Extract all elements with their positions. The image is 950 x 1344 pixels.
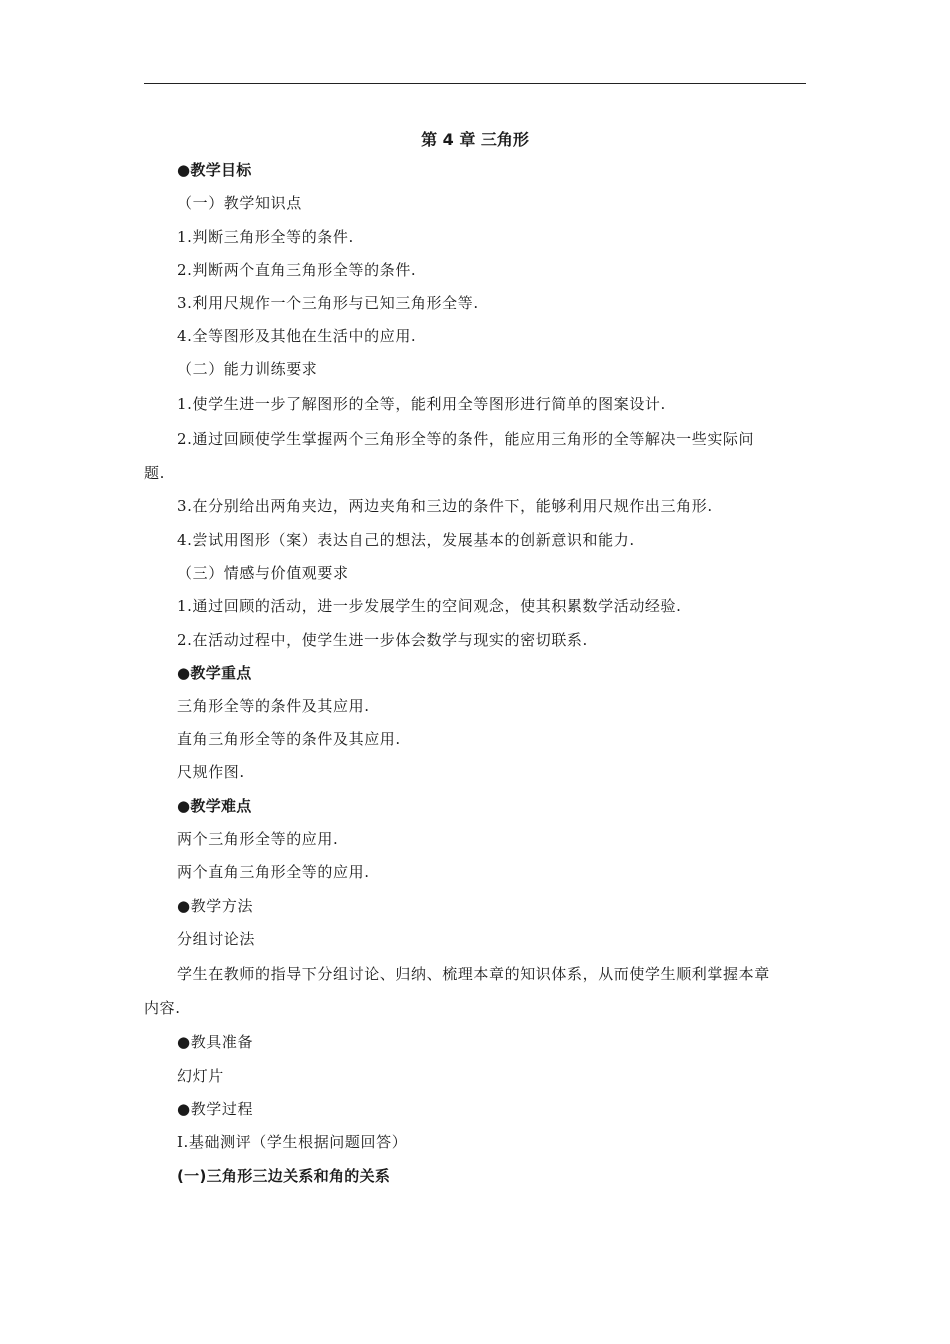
paragraph: 3.利用尺规作一个三角形与已知三角形全等. [177,294,479,312]
paragraph: 1.通过回顾的活动，进一步发展学生的空间观念，使其积累数学活动经验. [177,597,682,615]
paragraph: 4.尝试用图形（案）表达自己的想法，发展基本的创新意识和能力. [177,531,635,549]
paragraph: 两个三角形全等的应用. [177,830,339,848]
paragraph: 学生在教师的指导下分组讨论、归纳、梳理本章的知识体系，从而使学生顺利掌握本章 [177,965,770,983]
header-rule [144,83,806,84]
section-heading-difficulties: ●教学难点 [177,797,252,815]
paragraph-continuation: 题. [144,464,165,482]
paragraph-continuation: 内容. [144,999,181,1017]
subsection-heading-triangle-relations: (一)三角形三边关系和角的关系 [177,1167,391,1185]
paragraph: 4.全等图形及其他在生活中的应用. [177,327,417,345]
section-heading-process: ●教学过程 [177,1100,254,1118]
paragraph: 1.判断三角形全等的条件. [177,228,354,246]
subsection-heading-knowledge: （一）教学知识点 [177,194,302,212]
paragraph: 三角形全等的条件及其应用. [177,697,370,715]
paragraph: 1.使学生进一步了解图形的全等，能利用全等图形进行简单的图案设计. [177,395,666,413]
paragraph: 2.通过回顾使学生掌握两个三角形全等的条件，能应用三角形的全等解决一些实际问 [177,430,755,448]
paragraph: 尺规作图. [177,763,245,781]
section-heading-objectives: ●教学目标 [177,161,252,179]
paragraph: 分组讨论法 [177,930,256,948]
paragraph: 2.判断两个直角三角形全等的条件. [177,261,417,279]
section-heading-key-points: ●教学重点 [177,664,252,682]
paragraph: 幻灯片 [177,1067,224,1085]
section-heading-materials: ●教具准备 [177,1033,254,1051]
chapter-title: 第 4 章 三角形 [421,130,529,149]
paragraph: 两个直角三角形全等的应用. [177,863,370,881]
subsection-heading-ability: （二）能力训练要求 [177,360,318,378]
paragraph: Ⅰ.基础测评（学生根据问题回答） [177,1133,408,1151]
paragraph: 2.在活动过程中，使学生进一步体会数学与现实的密切联系. [177,631,588,649]
paragraph: 直角三角形全等的条件及其应用. [177,730,401,748]
paragraph: 3.在分别给出两角夹边，两边夹角和三边的条件下，能够利用尺规作出三角形. [177,497,713,515]
subsection-heading-values: （三）情感与价值观要求 [177,564,349,582]
section-heading-methods: ●教学方法 [177,897,254,915]
